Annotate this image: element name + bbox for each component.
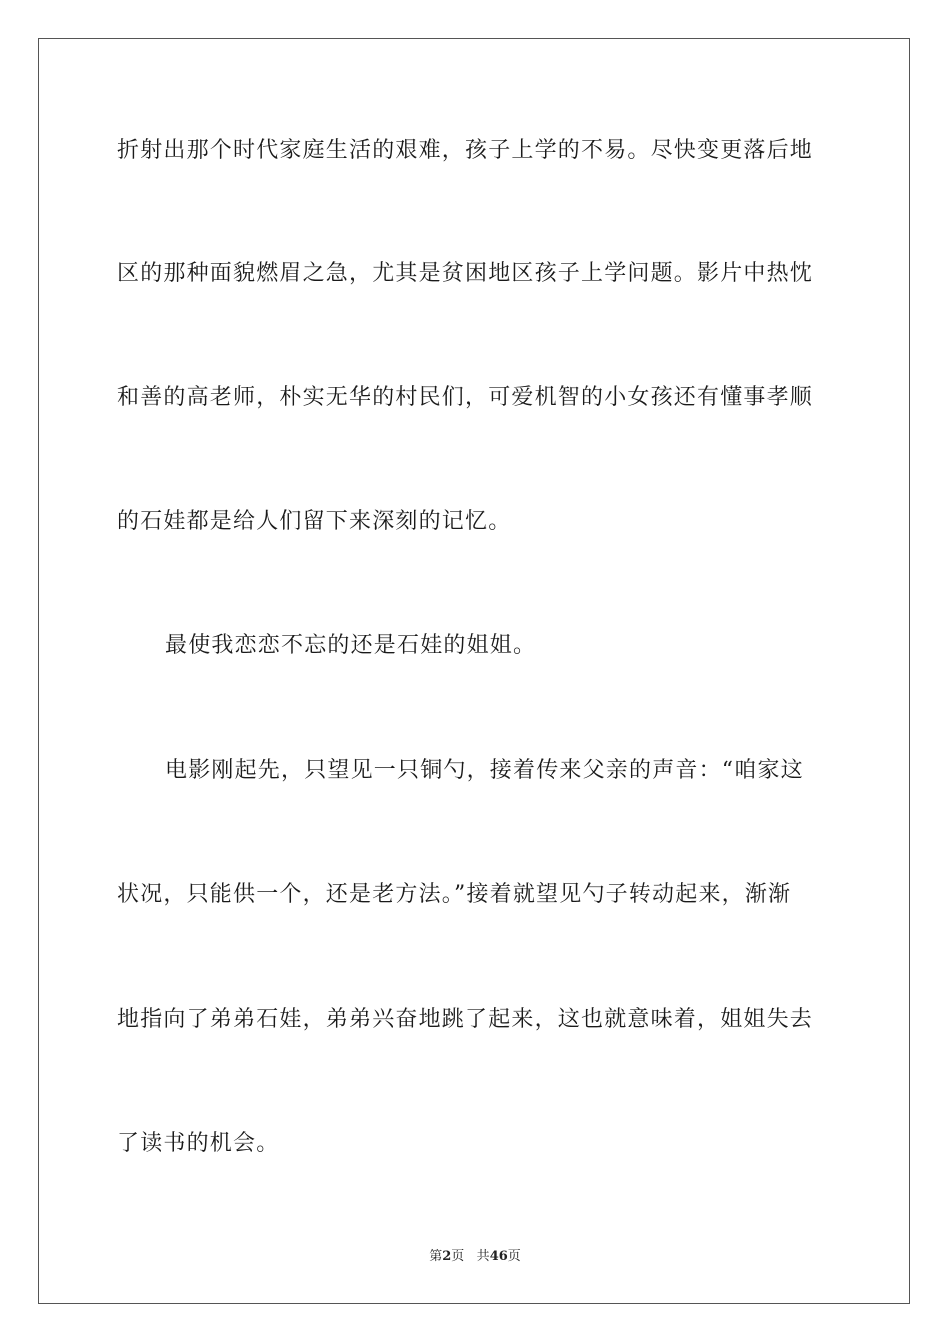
paragraph-line: 电影刚起先，只望见一只铜勺，接着传来父亲的声音：“咱家这 <box>165 758 804 783</box>
total-pages: 46 <box>489 1249 508 1264</box>
text-line: 地指向了弟弟石娃，弟弟兴奋地跳了起来，这也就意味着，姐姐失去 <box>117 1007 814 1032</box>
total-prefix: 共 <box>476 1249 490 1264</box>
page-border <box>38 38 910 1304</box>
total-suffix: 页 <box>507 1249 521 1264</box>
page-footer <box>0 1245 950 1264</box>
text-line: 了读书的机会。 <box>117 1131 280 1156</box>
text-line: 的石娃都是给人们留下来深刻的记忆。 <box>117 509 512 534</box>
text-line: 状况，只能供一个，还是老方法。”接着就望见勺子转动起来，渐渐 <box>117 882 792 907</box>
page-number: 2 <box>442 1249 452 1264</box>
page-suffix: 页 <box>451 1249 465 1264</box>
text-line: 折射出那个时代家庭生活的艰难，孩子上学的不易。尽快变更落后地 <box>117 138 814 163</box>
text-line: 区的那种面貌燃眉之急，尤其是贫困地区孩子上学问题。影片中热忱 <box>117 261 814 286</box>
paragraph-line: 最使我恋恋不忘的还是石娃的姐姐。 <box>165 633 537 658</box>
text-line: 和善的高老师，朴实无华的村民们，可爱机智的小女孩还有懂事孝顺 <box>117 385 814 410</box>
page-prefix: 第 <box>429 1249 443 1264</box>
